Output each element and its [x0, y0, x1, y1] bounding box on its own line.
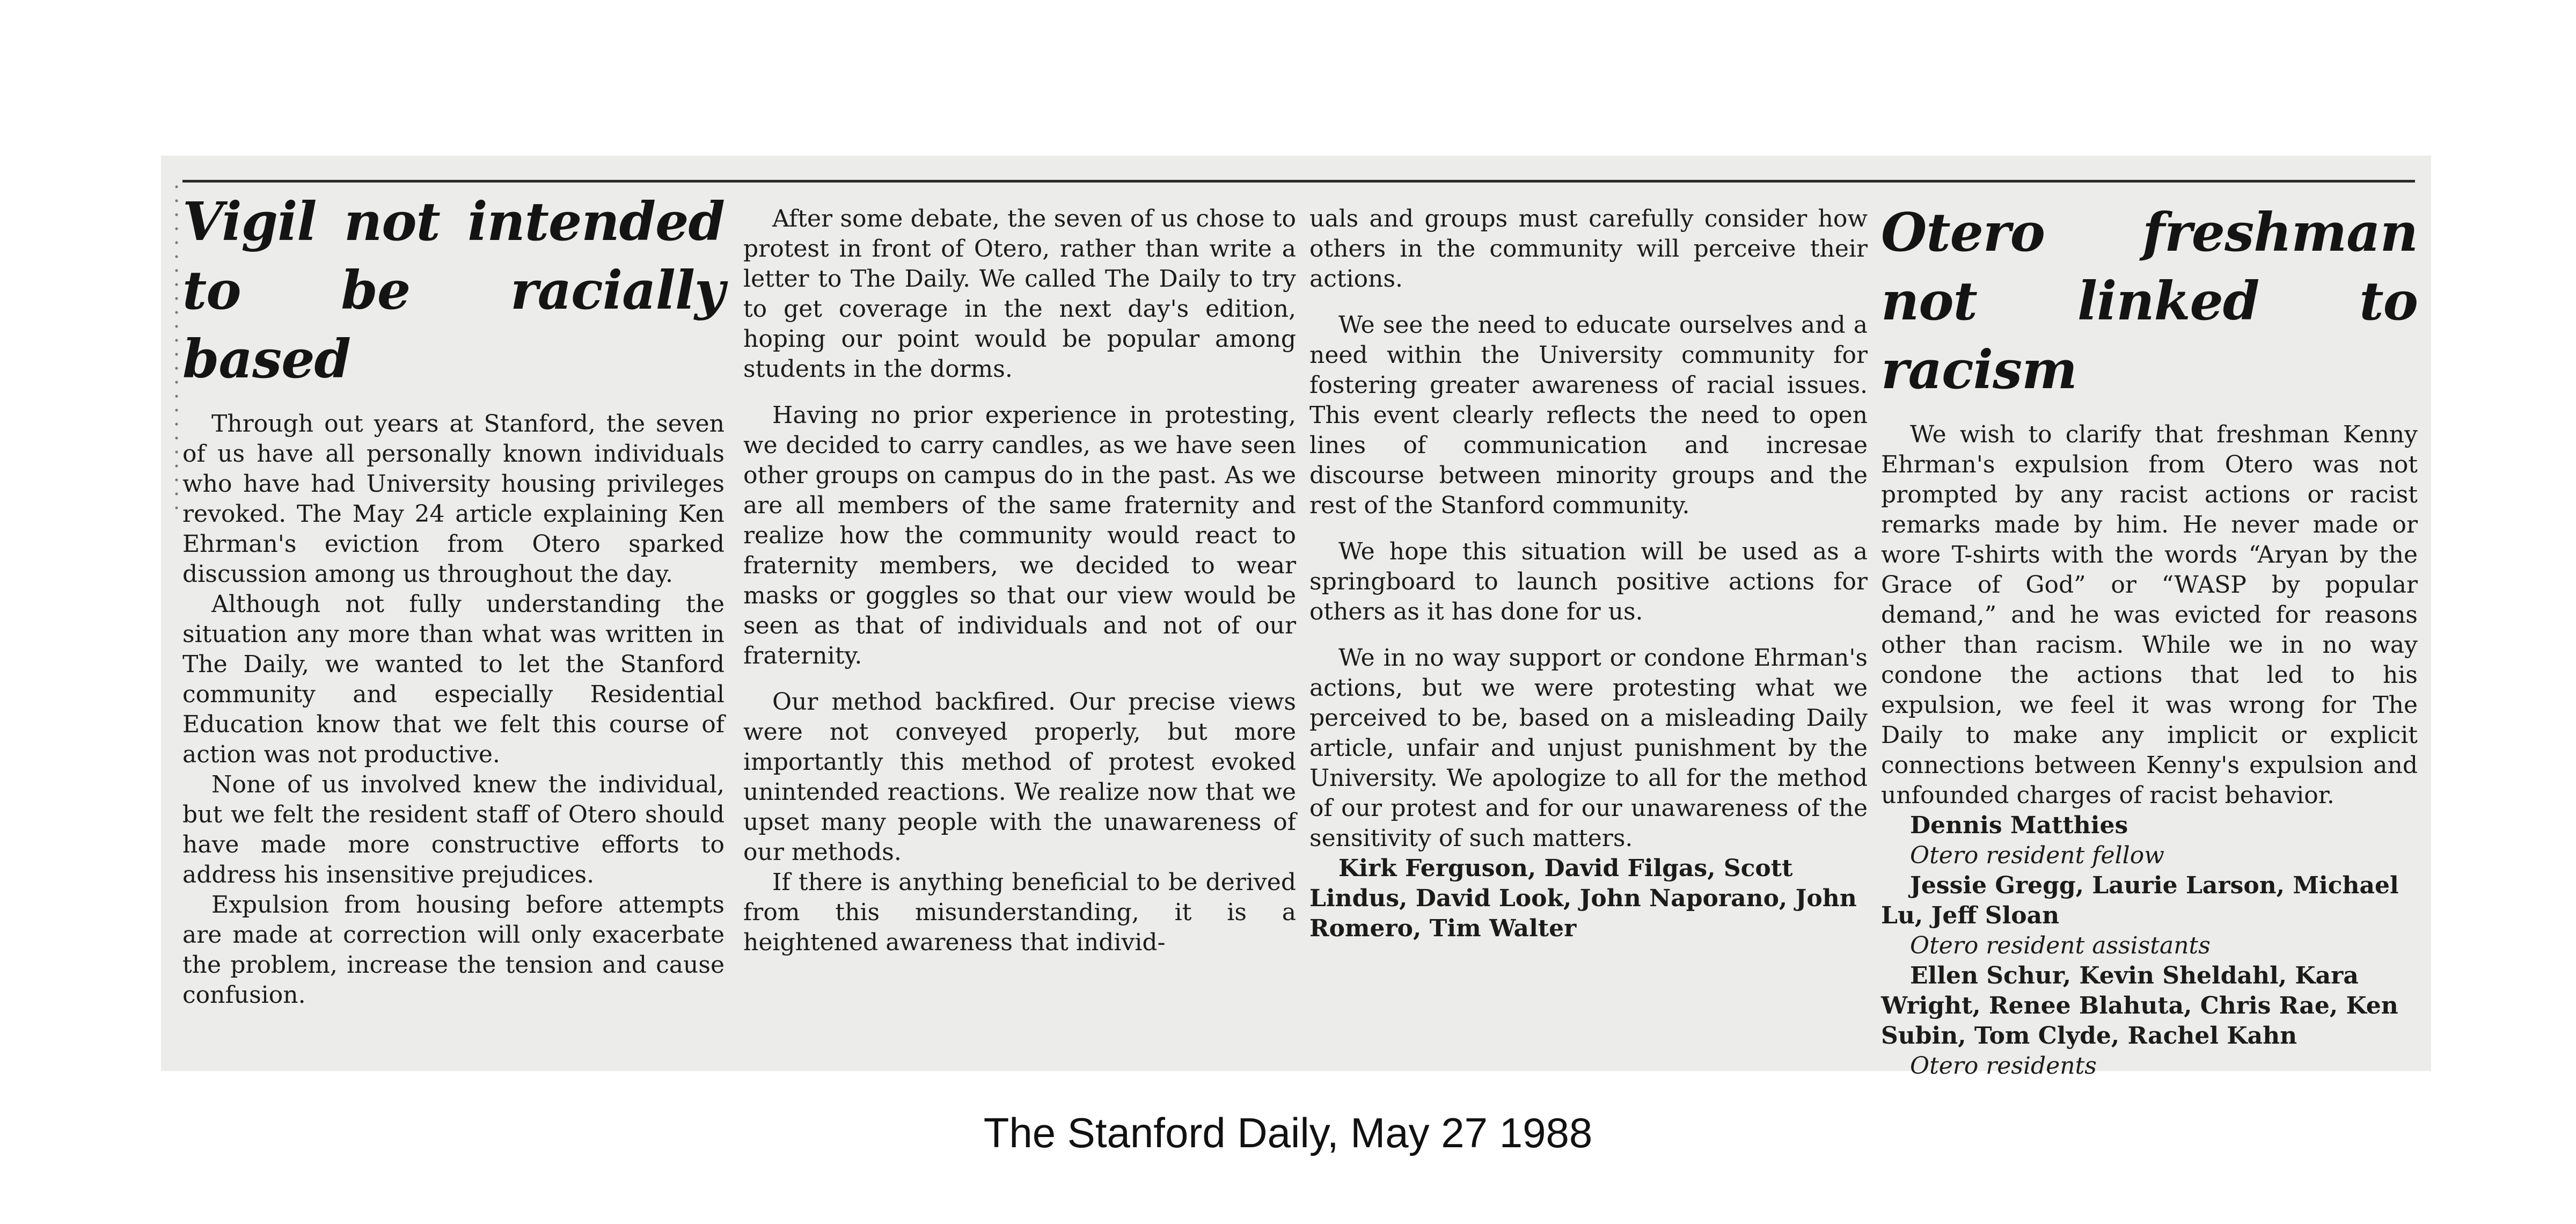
article1-paragraph: If there is anything beneficial to be derived from this misunderstanding, it is a heightened awareness that individ- — [743, 869, 1296, 956]
article1-paragraph: After some debate, the seven of us chose to protest in front of Otero, rather than write a letter to The Daily. We called The Daily to try to get coverage in the next day's edition, hoping our point would be popular among students in the dorms. — [743, 205, 1296, 383]
signature-names: Ellen Schur, Kevin Sheldahl, Kara Wright, Renee Blahuta, Chris Rae, Ken Subin, Tom Clyde, Rachel Kahn — [1881, 962, 2398, 1050]
article1-paragraph: Through out years at Stanford, the seven of us have all personally known individuals who have had University housing privileges revoked. The May 24 article explaining Ken Ehrman's eviction from Otero sparked discussion among us throughout the day. — [182, 410, 724, 588]
source-caption: The Stanford Daily, May 27 1988 — [983, 1109, 1593, 1156]
article1-paragraph: We hope this situation will be used as a springboard to launch positive actions for others as it has done for us. — [1309, 538, 1868, 625]
fold-marks — [175, 180, 178, 513]
article1-column-2 — [743, 204, 1296, 958]
signature-names: Jessie Gregg, Laurie Larson, Michael Lu, Jeff Sloan — [1881, 872, 2399, 929]
signature-names: Dennis Matthies — [1910, 812, 2128, 839]
article1-signature — [1309, 854, 1868, 944]
newspaper-clipping — [161, 156, 2431, 1080]
article2-signature-block — [1881, 811, 2418, 1081]
article2-column — [1881, 199, 2418, 1081]
article2-headline: Otero freshman not linked to racism — [1881, 202, 2418, 401]
article1-paragraph: uals and groups must carefully consider how others in the community will perceive their actions. — [1309, 205, 1868, 293]
article1-column-1 — [182, 188, 724, 1010]
article1-paragraph: Although not fully understanding the situation any more than what was written in The Daily, we wanted to let the Stanford community and especially Residential Education know that we felt this course of action was not productive. — [182, 591, 724, 768]
article1-paragraph: Having no prior experience in protesting, we decided to carry candles, as we have seen other groups on campus do in the past. As we are all members of the same fraternity and realize how the community would react to fraternity members, we decided to wear masks or goggles so that our view would be seen as that of individuals and not of our fraternity. — [743, 402, 1296, 669]
signature-role: Otero resident fellow — [1910, 842, 2164, 869]
article2-body: We wish to clarify that freshman Kenny Ehrman's expulsion from Otero was not prompted by any racist actions or racist remarks made by him. He never made or wore T-shirts with the words “Aryan by the Grace of God” or “WASP by popular demand,” and he was evicted for reasons other than racism. While we in no way condone the actions that led to his expulsion, we feel it was wrong for The Daily to make any implicit or explicit connections between Kenny's expulsion and unfounded charges of racist behavior. — [1881, 421, 2418, 809]
article1-paragraph: None of us involved knew the individual, but we felt the resident staff of Otero should have made more constructive efforts to address his insensitive prejudices. — [182, 771, 724, 888]
article1-paragraph: Expulsion from housing before attempts are made at correction will only exacerbate the problem, increase the tension and cause confusion. — [182, 891, 724, 1009]
top-rule — [182, 180, 2415, 183]
article1-column-3 — [1309, 204, 1868, 944]
article1-headline: Vigil not intended to be racially based — [182, 191, 724, 390]
signature-role: Otero resident assistants — [1910, 932, 2211, 959]
article1-signature-names: Kirk Ferguson, David Filgas, Scott Lindus, David Look, John Naporano, John Romero, Tim Walter — [1309, 855, 1857, 942]
article1-paragraph: Our method backfired. Our precise views were not conveyed properly, but more importantly this method of protest evoked unintended reactions. We realize now that we upset many people with the unawareness of our methods. — [743, 688, 1296, 866]
article1-paragraph: We see the need to educate ourselves and a need within the University community for fostering greater awareness of racial issues. This event clearly reflects the need to open lines of communication and incresae discourse between minority groups and the rest of the Stanford community. — [1309, 311, 1868, 519]
article1-paragraph: We in no way support or condone Ehrman's actions, but we were protesting what we perceived to be, based on a misleading Daily article, unfair and unjust punishment by the University. We apologize to all for the method of our protest and for our unawareness of the sensitivity of such matters. — [1309, 644, 1868, 852]
signature-role: Otero residents — [1910, 1052, 2097, 1080]
